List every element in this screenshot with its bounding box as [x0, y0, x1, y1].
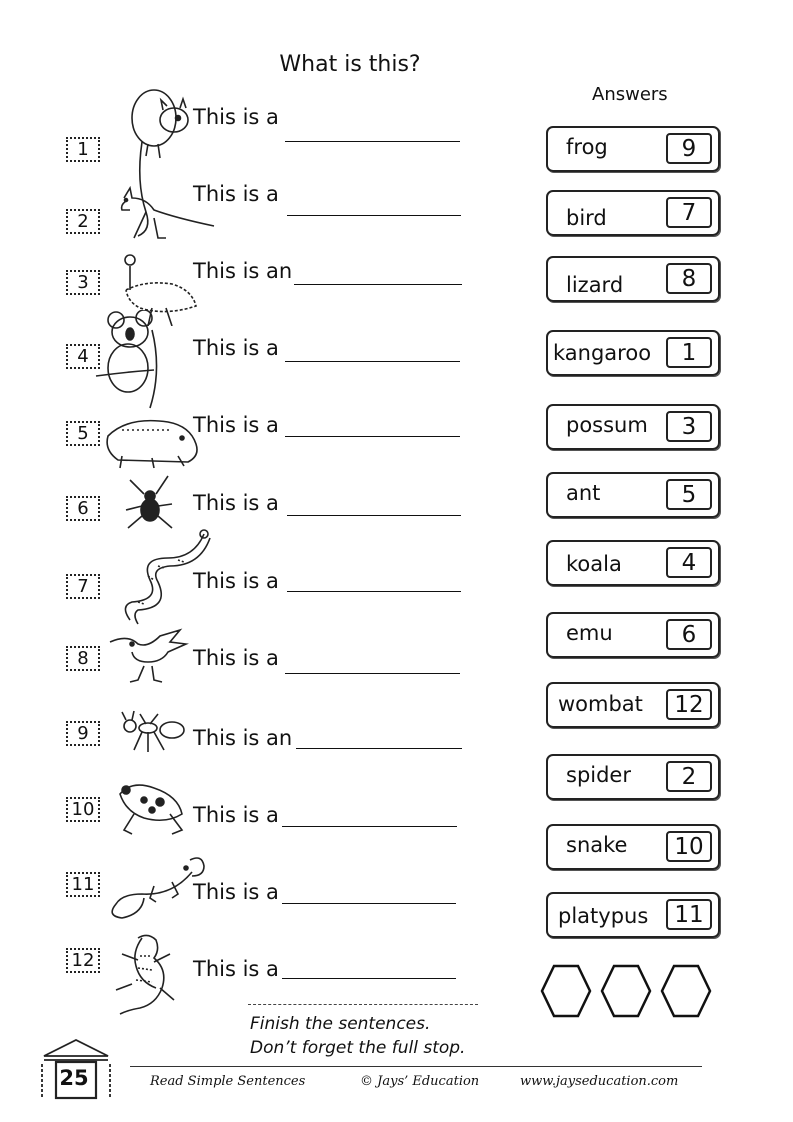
answer-blank[interactable]	[282, 978, 456, 979]
answer-box-emu	[546, 612, 720, 658]
lizard-picture	[108, 932, 184, 1016]
answer-box-wombat	[546, 682, 720, 728]
answer-word: snake	[566, 833, 628, 857]
answer-word: wombat	[558, 692, 643, 716]
footer-title: Read Simple Sentences	[150, 1074, 306, 1089]
answer-number: 3	[666, 411, 712, 442]
instruction-line-1: Finish the sentences.	[250, 1014, 431, 1034]
sentence-text: This is a	[193, 880, 279, 904]
koala-picture	[94, 310, 174, 410]
answer-blank[interactable]	[285, 141, 460, 142]
answer-box-platypus	[546, 892, 720, 938]
sentence-text: This is a	[193, 413, 279, 437]
answer-blank[interactable]	[294, 284, 462, 285]
hexagon-shape	[542, 966, 590, 1016]
page-number: 25	[59, 1066, 89, 1090]
footer-website[interactable]: www.jayseducation.com	[520, 1074, 679, 1089]
answer-box-lizard	[546, 256, 720, 302]
sentence-text: This is a	[193, 803, 279, 827]
answer-word: lizard	[566, 273, 624, 297]
answer-number: 11	[666, 899, 712, 930]
question-number: 9	[66, 721, 100, 746]
answer-word: bird	[566, 206, 607, 230]
answer-number: 1	[666, 337, 712, 368]
sentence-text: This is a	[193, 957, 279, 981]
answer-box-koala	[546, 540, 720, 586]
answer-number: 5	[666, 479, 712, 510]
sentence-text: This is a	[193, 646, 279, 670]
answer-number: 7	[666, 197, 712, 228]
answer-word: emu	[566, 621, 613, 645]
answer-blank[interactable]	[282, 903, 456, 904]
hexagon-shape	[602, 966, 650, 1016]
answer-box-kangaroo	[546, 330, 720, 376]
sentence-text: This is a	[193, 105, 279, 129]
answer-number: 2	[666, 761, 712, 792]
answer-blank[interactable]	[287, 515, 461, 516]
sentence-text: This is a	[193, 491, 279, 515]
answer-word: ant	[566, 481, 601, 505]
answer-word: spider	[566, 763, 631, 787]
answer-number: 10	[666, 831, 712, 862]
answer-word: frog	[566, 135, 608, 159]
answer-box-spider	[546, 754, 720, 800]
answer-box-possum	[546, 404, 720, 450]
sentence-text: This is an	[193, 726, 293, 750]
platypus-picture	[106, 850, 206, 920]
question-number: 12	[66, 948, 100, 973]
answer-word: platypus	[558, 904, 649, 928]
answer-blank[interactable]	[285, 436, 460, 437]
page-title: What is this?	[279, 52, 421, 77]
answer-number: 4	[666, 547, 712, 578]
answer-blank[interactable]	[282, 826, 457, 827]
question-number: 1	[66, 137, 100, 162]
answer-number: 9	[666, 133, 712, 164]
answer-box-ant	[546, 472, 720, 518]
answer-blank[interactable]	[285, 361, 460, 362]
question-number: 6	[66, 496, 100, 521]
question-number: 11	[66, 872, 100, 897]
question-number: 7	[66, 574, 100, 599]
question-number: 2	[66, 209, 100, 234]
instruction-divider	[248, 1004, 478, 1005]
wombat-picture	[102, 416, 200, 470]
answer-box-snake	[546, 824, 720, 870]
question-number: 5	[66, 421, 100, 446]
answer-word: possum	[566, 413, 648, 437]
sentence-text: This is a	[193, 336, 279, 360]
sentence-text: This is a	[193, 569, 279, 593]
answer-blank[interactable]	[287, 591, 461, 592]
bird-picture	[108, 628, 190, 684]
answer-number: 12	[666, 689, 712, 720]
hexagon-group	[538, 962, 718, 1022]
answer-blank[interactable]	[287, 215, 461, 216]
footer-divider	[130, 1066, 702, 1067]
frog-picture	[114, 780, 190, 840]
kangaroo-picture	[104, 184, 224, 244]
answer-word: kangaroo	[553, 341, 652, 365]
question-number: 3	[66, 270, 100, 295]
hexagon-shape	[662, 966, 710, 1016]
question-number: 8	[66, 646, 100, 671]
answer-box-frog	[546, 126, 720, 172]
answer-number: 6	[666, 619, 712, 650]
answer-blank[interactable]	[285, 673, 460, 674]
answer-number: 8	[666, 263, 712, 294]
snake-picture	[118, 526, 214, 626]
question-number: 4	[66, 344, 100, 369]
answer-box-bird	[546, 190, 720, 236]
sentence-text: This is a	[193, 182, 279, 206]
ant-picture	[120, 710, 188, 754]
instruction-line-2: Don’t forget the full stop.	[250, 1038, 466, 1058]
spider-picture	[124, 472, 174, 532]
answer-word: koala	[566, 552, 622, 576]
answer-blank[interactable]	[296, 748, 462, 749]
sentence-text: This is an	[193, 259, 293, 283]
footer-copyright: © Jays’ Education	[360, 1074, 480, 1089]
answers-heading: Answers	[592, 84, 668, 105]
question-number: 10	[66, 797, 100, 822]
